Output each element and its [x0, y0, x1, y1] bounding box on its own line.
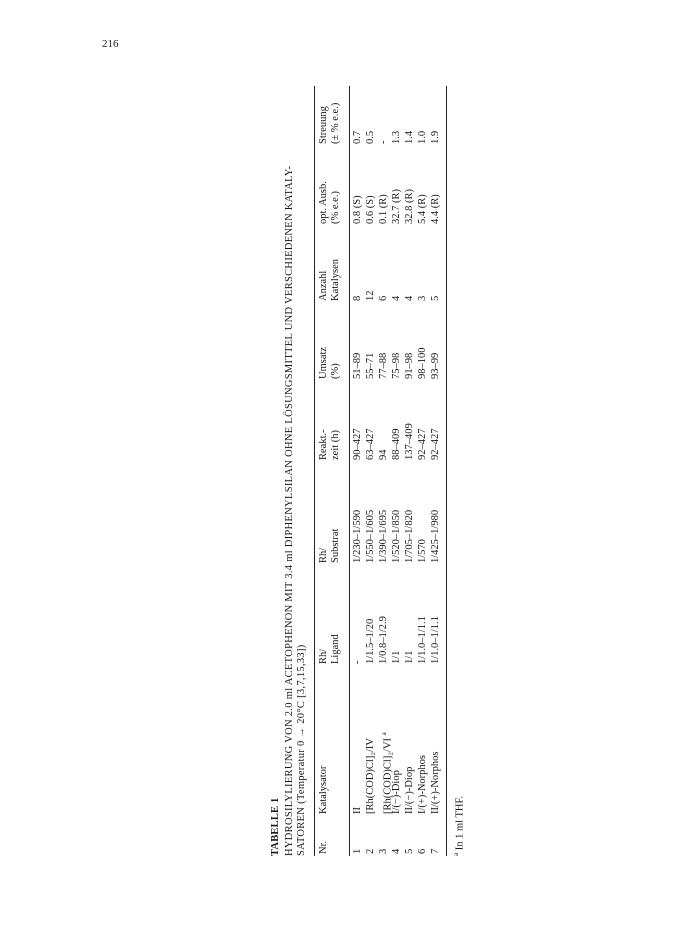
table-cell: 32.7 (R): [391, 189, 402, 224]
header-streuung: Streuung (± % e.e.): [318, 102, 341, 144]
header-katalysator: Katalysator: [318, 765, 329, 814]
table-cell: 3: [378, 848, 389, 854]
table-cell: II/(−)-Diop: [404, 766, 415, 814]
header-opt-ausbeute: opt. Ausb. (% e.e.): [318, 181, 341, 224]
table-cell: 63–427: [365, 428, 376, 460]
table-cell: 3: [417, 295, 428, 301]
table-cell: 55–71: [365, 352, 376, 379]
table-cell: 1.0: [417, 130, 428, 144]
table-cell: 92–427: [417, 428, 428, 460]
table-cell: 1.4: [404, 130, 415, 144]
page-number: 216: [102, 38, 119, 50]
table-cell: 4.4 (R): [430, 194, 441, 224]
header-anzahl: Anzahl Katalysen: [318, 259, 341, 301]
table-cell: 1.9: [430, 130, 441, 144]
table-cell: 1/0.8–1/2.9: [378, 616, 389, 664]
table-cell: 5: [430, 295, 441, 301]
table-cell: 0.5: [365, 130, 376, 144]
table-cell: 7: [430, 848, 441, 854]
header-rh-substrat: Rh/ Substrat: [318, 528, 341, 563]
table-top-rule: [314, 86, 315, 856]
table-cell: 137–409: [404, 423, 415, 460]
table-cell: 1/1.5–1/20: [365, 618, 376, 664]
table-cell: 90–427: [352, 428, 363, 460]
table-caption: [284, 86, 308, 856]
table-cell: II/(+)-Norphos: [430, 751, 441, 814]
header-reaktionszeit: Reakt.- zeit (h): [318, 429, 341, 460]
table-footnote: [450, 796, 467, 856]
table-cell: 75–98: [391, 352, 402, 379]
table-cell: 4: [391, 848, 402, 854]
table-cell: 1/1.0–1/1.1: [417, 616, 428, 664]
table-cell: 32.8 (R): [404, 189, 415, 224]
table-cell: 1/1: [404, 650, 415, 664]
table-cell: 4: [391, 295, 402, 301]
table-cell: 1/705–1/820: [404, 509, 415, 563]
table-cell: 1/520–1/850: [391, 509, 402, 563]
table-cell: 6: [417, 848, 428, 854]
table-cell: 88–409: [391, 428, 402, 460]
table-cell: I/(−)-Diop: [391, 770, 402, 814]
table-cell: 5.4 (R): [417, 194, 428, 224]
table-cell: 0.6 (S): [365, 195, 376, 224]
table-cell: 1/1: [391, 650, 402, 664]
rotated-table-block: [270, 86, 466, 856]
table-cell: 1/390–1/695: [378, 509, 389, 563]
table-cell: 1/1.0–1/1.1: [430, 616, 441, 664]
table-cell: 77–88: [378, 352, 389, 379]
table-cell: II: [352, 807, 363, 814]
caption-line-2: SATOREN (Temperatur 0 → 20°C [3,7,15,33]): [296, 644, 307, 856]
table-cell: 98–100: [417, 347, 428, 379]
caption-line-1: HYDROSILYLIERUNG VON 2.0 ml ACETOPHENON MIT 3.4 ml DIPHENYLSILAN OHNE LÖSUNGSMITTEL UND VERSCHIEDENEN KATALY-: [284, 165, 295, 856]
table-cell: -: [378, 140, 389, 144]
table-cell: 12: [365, 290, 376, 301]
table-cell: -: [352, 660, 363, 664]
table-cell: [Rh(COD)Cl]₂/IV: [365, 738, 376, 814]
table-cell: 1/570: [417, 539, 428, 563]
table-cell: 0.7: [352, 130, 363, 144]
table-cell: 51–89: [352, 352, 363, 379]
footnote-marker: a: [452, 852, 460, 856]
table-label: TABELLE 1: [270, 797, 281, 856]
table-cell: 1/230–1/590: [352, 509, 363, 563]
table-cell: 94: [378, 449, 389, 460]
table-cell: 5: [404, 848, 415, 854]
table-cell: [Rh(COD)Cl]₂/VI $^a$: [380, 732, 394, 814]
table-cell: 91–98: [404, 352, 415, 379]
table-header-rule: [349, 86, 350, 856]
table-cell: 0.1 (R): [378, 194, 389, 224]
header-rh-ligand: Rh/ Ligand: [318, 634, 341, 664]
footnote-text: In 1 ml THF.: [454, 795, 466, 851]
footnote-marker: a: [380, 732, 388, 736]
table-cell: 0.8 (S): [352, 195, 363, 224]
table-cell: 92–427: [430, 428, 441, 460]
table-cell: 1/425–1/980: [430, 509, 441, 563]
table-cell: 93–99: [430, 352, 441, 379]
header-umsatz: Umsatz (%): [318, 346, 341, 379]
table-bottom-rule: [446, 86, 447, 856]
table-cell: 6: [378, 295, 389, 301]
table-cell: 4: [404, 295, 415, 301]
table-cell: 1: [352, 848, 363, 854]
table-cell: 1/550–1/605: [365, 509, 376, 563]
table-cell: 8: [352, 295, 363, 301]
table-cell: 1.3: [391, 130, 402, 144]
header-nr: Nr.: [318, 840, 329, 854]
table-cell: 2: [365, 848, 376, 854]
table-cell: I/(+)-Norphos: [417, 755, 428, 814]
